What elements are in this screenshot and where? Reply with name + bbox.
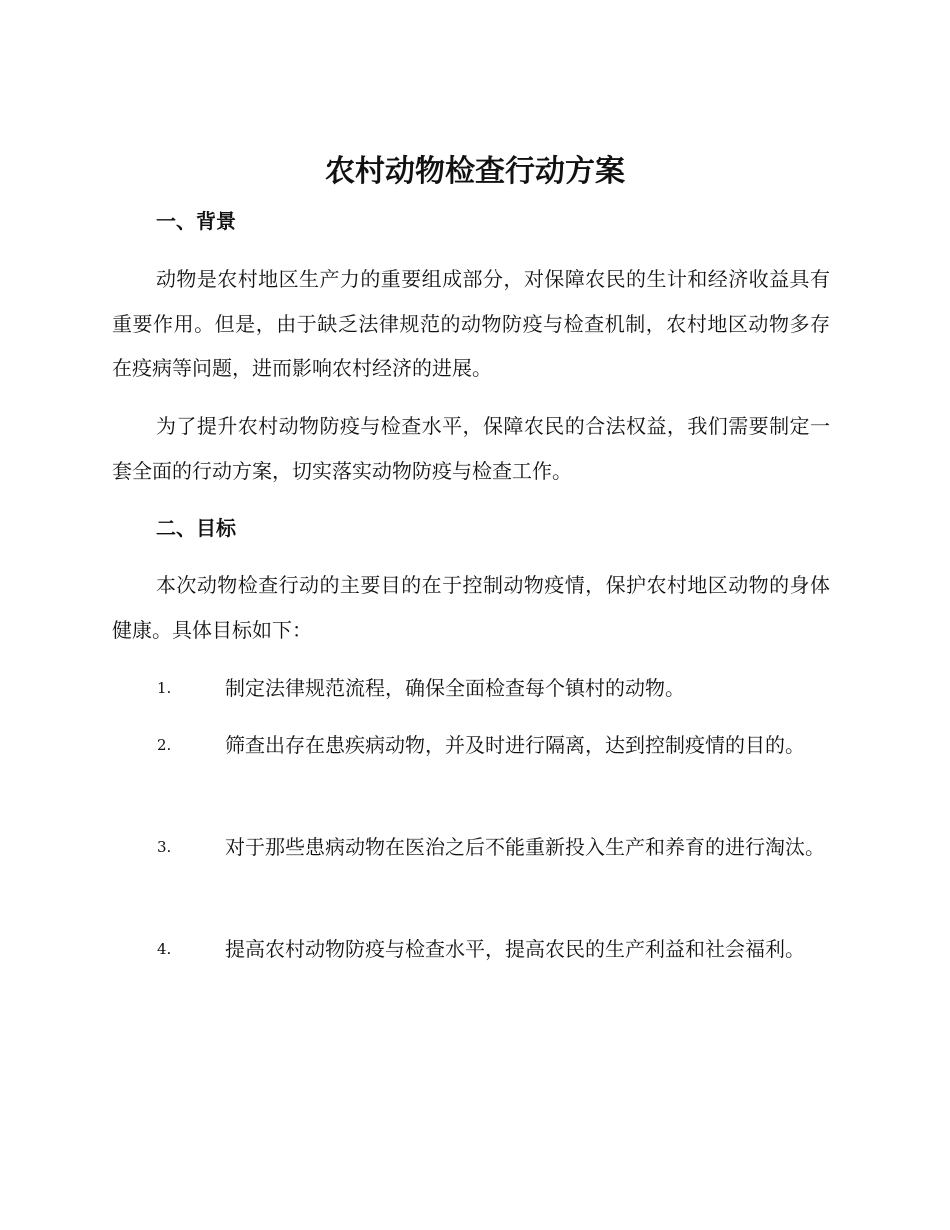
document-title: 农村动物检查行动方案 xyxy=(325,154,625,189)
goals-paragraph: 本次动物检查行动的主要目的在于控制动物疫情，保护农村地区动物的身体健康。具体目标如下： xyxy=(112,573,830,642)
list-item-text: 制定法律规范流程，确保全面检查每个镇村的动物。 xyxy=(225,676,685,700)
goal-list-item-3 xyxy=(112,825,830,870)
list-number: 4. xyxy=(157,940,172,958)
list-number: 1. xyxy=(157,679,172,697)
section-heading-background: 一、背景 xyxy=(156,209,236,233)
goal-list-item-1 xyxy=(112,666,830,711)
list-item-text: 对于那些患病动物在医治之后不能重新投入生产和养育的进行淘汰。 xyxy=(225,835,825,859)
list-item-text: 筛查出存在患疾病动物，并及时进行隔离，达到控制疫情的目的。 xyxy=(225,733,805,757)
list-item-text: 提高农村动物防疫与检查水平，提高农民的生产利益和社会福利。 xyxy=(225,937,805,961)
section-heading-goals: 二、目标 xyxy=(156,516,236,540)
goal-list-item-4 xyxy=(112,927,830,972)
background-paragraph-1: 动物是农村地区生产力的重要组成部分，对保障农民的生计和经济收益具有重要作用。但是，由于缺乏法律规范的动物防疫与检查机制，农村地区动物多存在疫病等问题，进而影响农村经济的进展。 xyxy=(112,267,830,380)
list-number: 2. xyxy=(157,736,172,754)
background-paragraph-2: 为了提升农村动物防疫与检查水平，保障农民的合法权益，我们需要制定一套全面的行动方案，切实落实动物防疫与检查工作。 xyxy=(112,414,830,483)
list-number: 3. xyxy=(157,838,172,856)
goal-list-item-2 xyxy=(112,723,830,768)
